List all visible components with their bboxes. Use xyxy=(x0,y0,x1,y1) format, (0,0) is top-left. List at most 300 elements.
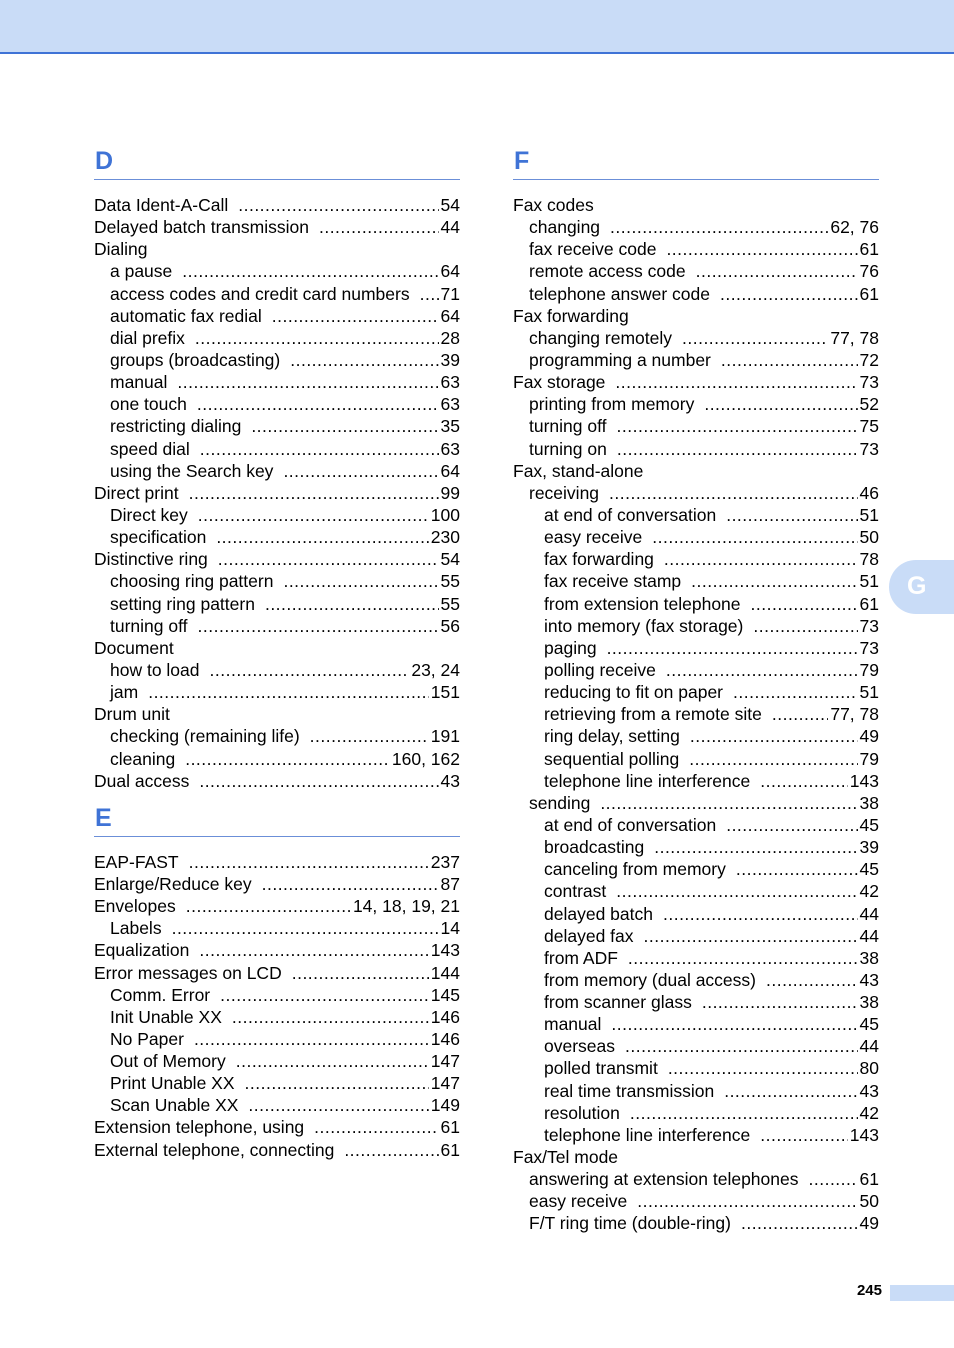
index-entry-term: Distinctive ring xyxy=(94,549,208,570)
index-entry-term: Envelopes xyxy=(94,896,176,917)
index-entry-term: Fax codes xyxy=(513,195,594,215)
section-letter-heading: F xyxy=(513,145,879,180)
index-entry xyxy=(513,283,879,305)
index-entry-page[interactable]: 43 xyxy=(859,1080,879,1101)
index-entry-term: External telephone, connecting xyxy=(94,1139,335,1160)
dot-leader xyxy=(283,570,438,592)
index-entry xyxy=(513,858,879,880)
index-entry-page[interactable]: 35 xyxy=(440,416,460,437)
index-entry xyxy=(94,681,460,703)
index-entry-page[interactable]: 63 xyxy=(440,372,460,393)
index-entry-page[interactable]: 61 xyxy=(859,593,879,614)
index-entry-page[interactable]: 14 xyxy=(440,918,460,939)
index-entry xyxy=(513,482,879,504)
index-entry-page[interactable]: 43 xyxy=(859,969,879,990)
index-entry-term: fax forwarding xyxy=(544,549,654,570)
index-entry xyxy=(94,962,460,984)
index-entry xyxy=(513,681,879,703)
index-entry xyxy=(513,548,879,570)
index-entry-page[interactable]: 99 xyxy=(440,482,460,503)
index-entry-term: turning off xyxy=(110,615,188,636)
index-entry-page[interactable]: 79 xyxy=(859,748,879,769)
index-entry-page[interactable]: 38 xyxy=(859,992,879,1013)
index-entry-page[interactable]: 73 xyxy=(859,438,879,459)
index-entry xyxy=(94,438,460,460)
index-entry xyxy=(513,991,879,1013)
index-entry xyxy=(513,748,879,770)
index-entry-page[interactable]: 50 xyxy=(859,1191,879,1212)
index-entry xyxy=(513,770,879,792)
index-entry-page[interactable]: 80 xyxy=(859,1058,879,1079)
dot-leader xyxy=(663,903,858,925)
index-entry-page[interactable]: 61 xyxy=(859,239,879,260)
index-entry xyxy=(513,305,879,327)
dot-leader xyxy=(760,1124,848,1146)
index-entry xyxy=(513,593,879,615)
dot-leader xyxy=(809,1168,858,1190)
dot-leader xyxy=(766,969,858,991)
index-entry-term: polled transmit xyxy=(544,1058,658,1079)
index-entry-term: Comm. Error xyxy=(110,984,211,1005)
index-entry-page[interactable]: 49 xyxy=(859,726,879,747)
index-entry-term: fax receive code xyxy=(529,239,657,260)
index-entry-page[interactable]: 72 xyxy=(859,349,879,370)
index-entry-page[interactable]: 49 xyxy=(859,1213,879,1234)
index-entry-page[interactable]: 38 xyxy=(859,947,879,968)
index-entry-term: telephone line interference xyxy=(544,1124,751,1145)
index-entry xyxy=(94,1094,460,1116)
index-entry-page[interactable]: 51 xyxy=(859,571,879,592)
index-entry-term: dial prefix xyxy=(110,327,185,348)
index-entry-page[interactable]: 237 xyxy=(430,851,460,872)
index-entry xyxy=(94,873,460,895)
index-entry xyxy=(513,880,879,902)
dot-leader xyxy=(702,991,858,1013)
index-entry-page[interactable]: 146 xyxy=(430,1006,460,1027)
index-entry-page[interactable]: 75 xyxy=(859,416,879,437)
dot-leader xyxy=(238,194,438,216)
index-entry-term: one touch xyxy=(110,394,187,415)
dot-leader xyxy=(344,1139,438,1161)
index-entry-page[interactable]: 64 xyxy=(440,460,460,481)
index-entry-term: using the Search key xyxy=(110,460,274,481)
index-entry xyxy=(94,216,460,238)
index-entry-page[interactable]: 14, 18, 19, 21 xyxy=(352,896,460,917)
dot-leader xyxy=(689,748,857,770)
dot-leader xyxy=(189,851,429,873)
index-entry xyxy=(94,305,460,327)
index-entry-term: Fax/Tel mode xyxy=(513,1147,619,1168)
index-entry-page[interactable]: 44 xyxy=(859,903,879,924)
index-entry xyxy=(94,526,460,548)
dot-leader xyxy=(251,415,438,437)
dot-leader xyxy=(600,792,857,814)
index-entry-page[interactable]: 71 xyxy=(440,283,460,304)
dot-leader xyxy=(721,349,858,371)
index-entry xyxy=(513,194,879,216)
index-entry xyxy=(94,984,460,1006)
index-entry-term: delayed fax xyxy=(544,925,634,946)
page-number-band xyxy=(890,1285,954,1301)
index-entry xyxy=(513,438,879,460)
header-band xyxy=(0,0,954,54)
dot-leader xyxy=(420,283,439,305)
index-entry-term: remote access code xyxy=(529,261,686,282)
index-entry-term: setting ring pattern xyxy=(110,593,255,614)
index-entry-page[interactable]: 54 xyxy=(440,195,460,215)
index-entry xyxy=(513,703,879,725)
dot-leader xyxy=(617,415,858,437)
index-entry-term: Document xyxy=(94,637,174,658)
index-entry-term: Direct print xyxy=(94,482,179,503)
index-entry-page[interactable]: 78 xyxy=(859,549,879,570)
dot-leader xyxy=(148,681,429,703)
index-entry-term: Equalization xyxy=(94,940,190,961)
index-entry-term: Delayed batch transmission xyxy=(94,217,309,238)
index-entry-term: Direct key xyxy=(110,504,188,525)
dot-leader xyxy=(290,349,438,371)
chapter-tab[interactable] xyxy=(889,560,954,614)
index-entry-term: Out of Memory xyxy=(110,1051,226,1072)
index-entry-term: changing remotely xyxy=(529,327,672,348)
index-entry-page[interactable]: 42 xyxy=(859,1102,879,1123)
dot-leader xyxy=(216,526,428,548)
index-entry xyxy=(94,917,460,939)
dot-leader xyxy=(611,1013,857,1035)
index-entry-term: paging xyxy=(544,637,597,658)
index-entry xyxy=(94,371,460,393)
index-entry-page[interactable]: 73 xyxy=(859,637,879,658)
dot-leader xyxy=(319,216,439,238)
dot-leader xyxy=(682,327,828,349)
index-entry xyxy=(94,1116,460,1138)
dot-leader xyxy=(625,1035,858,1057)
index-entry xyxy=(513,615,879,637)
index-entry xyxy=(94,1006,460,1028)
index-entry-page[interactable]: 55 xyxy=(440,593,460,614)
dot-leader xyxy=(172,917,439,939)
index-entry-page[interactable]: 149 xyxy=(430,1095,460,1116)
index-entry-term: restricting dialing xyxy=(110,416,242,437)
dot-leader xyxy=(753,615,857,637)
index-entry-term: manual xyxy=(544,1014,602,1035)
index-entry-term: a pause xyxy=(110,261,173,282)
dot-leader xyxy=(182,260,438,282)
index-entry-term: checking (remaining life) xyxy=(110,726,300,747)
dot-leader xyxy=(628,947,858,969)
index-entry xyxy=(94,1028,460,1050)
index-entry-term: Data Ident-A-Call xyxy=(94,195,229,215)
index-entry-page[interactable]: 145 xyxy=(430,984,460,1005)
index-entry xyxy=(94,283,460,305)
index-entry xyxy=(94,939,460,961)
dot-leader xyxy=(314,1116,438,1138)
index-entry-page[interactable]: 100 xyxy=(430,504,460,525)
dot-leader xyxy=(262,873,439,895)
dot-leader xyxy=(210,659,410,681)
index-entry-page[interactable]: 56 xyxy=(440,615,460,636)
dot-leader xyxy=(726,814,857,836)
dot-leader xyxy=(199,770,438,792)
index-entry-page[interactable]: 143 xyxy=(849,770,879,791)
index-entry-page[interactable]: 230 xyxy=(430,527,460,548)
dot-leader xyxy=(741,1212,858,1234)
dot-leader xyxy=(772,703,828,725)
index-entry-page[interactable]: 73 xyxy=(859,372,879,393)
index-entry-page[interactable]: 61 xyxy=(440,1139,460,1160)
index-entry-term: resolution xyxy=(544,1102,620,1123)
dot-leader xyxy=(733,681,858,703)
dot-leader xyxy=(760,770,848,792)
dot-leader xyxy=(185,748,390,770)
index-entry-page[interactable]: 144 xyxy=(430,962,460,983)
index-entry-term: receiving xyxy=(529,482,600,503)
dot-leader xyxy=(696,260,858,282)
index-entry xyxy=(513,526,879,548)
index-entry xyxy=(94,725,460,747)
dot-leader xyxy=(615,371,857,393)
dot-leader xyxy=(189,482,439,504)
index-entry-term: changing xyxy=(529,217,601,238)
dot-leader xyxy=(726,504,857,526)
index-entry-page[interactable]: 39 xyxy=(440,349,460,370)
index-entry-page[interactable]: 44 xyxy=(440,217,460,238)
index-entry-term: delayed batch xyxy=(544,903,653,924)
index-entry xyxy=(513,216,879,238)
index-section xyxy=(94,802,460,1161)
dot-leader xyxy=(664,548,858,570)
index-entry xyxy=(513,570,879,592)
index-entry-term: Init Unable XX xyxy=(110,1006,222,1027)
index-entry-term: cleaning xyxy=(110,748,176,769)
index-entry-page[interactable]: 191 xyxy=(430,726,460,747)
index-entry-page[interactable]: 45 xyxy=(859,1014,879,1035)
index-entry xyxy=(94,1072,460,1094)
index-column-right xyxy=(513,145,879,1235)
index-entry xyxy=(94,570,460,592)
index-entry-term: Fax, stand-alone xyxy=(513,460,644,481)
dot-leader xyxy=(310,725,429,747)
dot-leader xyxy=(199,939,428,961)
section-letter-heading: E xyxy=(94,802,460,837)
index-entry-page[interactable]: 43 xyxy=(440,770,460,791)
index-entry xyxy=(513,504,879,526)
index-entry-term: jam xyxy=(110,682,139,703)
index-entry-term: how to load xyxy=(110,659,200,680)
index-entry-page[interactable]: 151 xyxy=(430,682,460,703)
index-entry xyxy=(94,659,460,681)
dot-leader xyxy=(724,1080,857,1102)
index-entry-page[interactable]: 77, 78 xyxy=(830,704,879,725)
index-entry xyxy=(513,1168,879,1190)
index-entry-term: fax receive stamp xyxy=(544,571,682,592)
index-entry-term: real time transmission xyxy=(544,1080,715,1101)
index-entry xyxy=(513,925,879,947)
index-entry xyxy=(513,1190,879,1212)
index-entry-term: manual xyxy=(110,372,168,393)
index-entry xyxy=(94,504,460,526)
dot-leader xyxy=(177,371,438,393)
index-entry-page[interactable]: 61 xyxy=(859,283,879,304)
index-entry xyxy=(513,814,879,836)
index-entry-page[interactable]: 55 xyxy=(440,571,460,592)
index-entry xyxy=(513,903,879,925)
index-section xyxy=(94,145,460,792)
index-entry-page[interactable]: 45 xyxy=(859,859,879,880)
dot-leader xyxy=(609,482,857,504)
index-entry-page[interactable]: 64 xyxy=(440,305,460,326)
index-entry-page[interactable]: 52 xyxy=(859,394,879,415)
index-entry xyxy=(94,703,460,725)
index-entry-page[interactable]: 62, 76 xyxy=(830,217,879,238)
index-entry-page[interactable]: 146 xyxy=(430,1028,460,1049)
index-entry xyxy=(513,1102,879,1124)
index-entry-page[interactable]: 87 xyxy=(440,873,460,894)
dot-leader xyxy=(198,615,439,637)
index-entry-page[interactable]: 42 xyxy=(859,881,879,902)
index-entry-term: reducing to fit on paper xyxy=(544,682,724,703)
dot-leader xyxy=(691,570,857,592)
index-entry-page[interactable]: 50 xyxy=(859,527,879,548)
dot-leader xyxy=(186,895,351,917)
index-entry-term: canceling from memory xyxy=(544,859,726,880)
index-entry xyxy=(513,460,879,482)
index-entry-term: overseas xyxy=(544,1036,616,1057)
index-entry xyxy=(94,393,460,415)
dot-leader xyxy=(654,836,857,858)
index-entry xyxy=(94,548,460,570)
index-entry-page[interactable]: 76 xyxy=(859,261,879,282)
index-entry xyxy=(513,1124,879,1146)
dot-leader xyxy=(616,880,857,902)
index-entry-page[interactable]: 38 xyxy=(859,792,879,813)
page-number: 245 xyxy=(856,1282,882,1299)
index-entry-term: access codes and credit card numbers xyxy=(110,283,410,304)
index-entry xyxy=(94,851,460,873)
index-entry-page[interactable]: 147 xyxy=(430,1051,460,1072)
index-entry-term: telephone line interference xyxy=(544,770,751,791)
index-entry-term: at end of conversation xyxy=(544,504,717,525)
dot-leader xyxy=(666,659,858,681)
dot-leader xyxy=(666,238,857,260)
index-entry-page[interactable]: 61 xyxy=(440,1117,460,1138)
index-entry-term: easy receive xyxy=(529,1191,628,1212)
index-entry-page[interactable]: 73 xyxy=(859,615,879,636)
index-entry xyxy=(513,1080,879,1102)
index-entry-term: turning off xyxy=(529,416,607,437)
index-entry-term: into memory (fax storage) xyxy=(544,615,744,636)
index-entry-term: Dual access xyxy=(94,770,190,791)
dot-leader xyxy=(195,327,439,349)
index-entry xyxy=(513,371,879,393)
index-entry-term: telephone answer code xyxy=(529,283,710,304)
index-entry xyxy=(513,792,879,814)
index-entry xyxy=(513,1013,879,1035)
index-entry-page[interactable]: 147 xyxy=(430,1073,460,1094)
index-entry-page[interactable]: 63 xyxy=(440,438,460,459)
chapter-tab-label: G xyxy=(907,572,927,600)
index-entry-page[interactable]: 44 xyxy=(859,925,879,946)
index-entry xyxy=(513,725,879,747)
index-entry-page[interactable]: 79 xyxy=(859,659,879,680)
index-entry-page[interactable]: 45 xyxy=(859,814,879,835)
index-entry-page[interactable]: 51 xyxy=(859,504,879,525)
index-entry xyxy=(513,659,879,681)
dot-leader xyxy=(736,858,858,880)
index-entry-term: retrieving from a remote site xyxy=(544,704,762,725)
index-entry-term: Fax forwarding xyxy=(513,305,629,326)
index-entry-page[interactable]: 143 xyxy=(430,940,460,961)
index-entry xyxy=(513,637,879,659)
index-entry xyxy=(513,349,879,371)
section-letter-heading: D xyxy=(94,145,460,180)
index-entry xyxy=(513,836,879,858)
index-entry-term: answering at extension telephones xyxy=(529,1169,799,1190)
index-entry xyxy=(94,415,460,437)
dot-leader xyxy=(283,460,438,482)
index-entry xyxy=(94,260,460,282)
index-entry-term: Drum unit xyxy=(94,704,170,725)
dot-leader xyxy=(245,1072,429,1094)
index-entry xyxy=(94,1139,460,1161)
index-entry xyxy=(94,1050,460,1072)
index-entry-page[interactable]: 44 xyxy=(859,1036,879,1057)
index-entry-term: contrast xyxy=(544,881,607,902)
dot-leader xyxy=(198,504,429,526)
dot-leader xyxy=(218,548,439,570)
index-entry-page[interactable]: 61 xyxy=(859,1169,879,1190)
index-entry-term: printing from memory xyxy=(529,394,695,415)
index-entry-page[interactable]: 39 xyxy=(859,837,879,858)
index-entry xyxy=(513,947,879,969)
dot-leader xyxy=(292,962,429,984)
dot-leader xyxy=(220,984,429,1006)
index-entry-term: Error messages on LCD xyxy=(94,962,282,983)
index-entry xyxy=(94,349,460,371)
index-entry-term: easy receive xyxy=(544,527,643,548)
index-entry xyxy=(513,1057,879,1079)
index-entry-term: sending xyxy=(529,792,591,813)
index-entry-page[interactable]: 64 xyxy=(440,261,460,282)
dot-leader xyxy=(272,305,439,327)
index-entry-page[interactable]: 46 xyxy=(859,482,879,503)
dot-leader xyxy=(751,593,858,615)
index-entry-page[interactable]: 28 xyxy=(440,327,460,348)
index-entry-term: Enlarge/Reduce key xyxy=(94,873,252,894)
index-entry-term: No Paper xyxy=(110,1028,184,1049)
index-entry-page[interactable]: 23, 24 xyxy=(411,659,460,680)
index-entry-page[interactable]: 51 xyxy=(859,682,879,703)
index-entry xyxy=(94,194,460,216)
index-entry-term: Scan Unable XX xyxy=(110,1095,239,1116)
index-entry-term: speed dial xyxy=(110,438,190,459)
index-entry xyxy=(94,327,460,349)
index-entry-term: from ADF xyxy=(544,947,618,968)
index-entry xyxy=(94,593,460,615)
dot-leader xyxy=(265,593,439,615)
index-entry-page[interactable]: 77, 78 xyxy=(830,327,879,348)
index-entry xyxy=(94,895,460,917)
dot-leader xyxy=(200,438,439,460)
index-entry xyxy=(94,482,460,504)
index-entry-term: broadcasting xyxy=(544,837,645,858)
index-entry-page[interactable]: 54 xyxy=(440,549,460,570)
index-entry-page[interactable]: 143 xyxy=(849,1124,879,1145)
dot-leader xyxy=(630,1102,858,1124)
index-entry xyxy=(94,770,460,792)
index-entry-page[interactable]: 160, 162 xyxy=(391,748,460,769)
index-entry-page[interactable]: 63 xyxy=(440,394,460,415)
